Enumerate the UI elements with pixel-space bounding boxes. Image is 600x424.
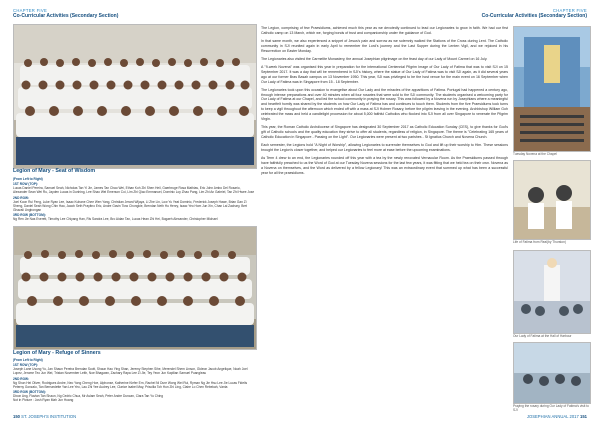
legion-seat-of-wisdom-names: [13, 176, 255, 222]
legion-seat-of-wisdom-title: Legion of Mary - Seat of Wisdom: [13, 168, 96, 174]
side-photo-fatima-2: [513, 250, 591, 334]
row3-names: Dixon Ang, Flavian Tan Shaun, Ng Cedric Chua, Mr Aslam Seah, Peter Andre Duncan, Clara Tan Yu Ching: [13, 394, 164, 399]
legion-refuge-of-sinners-title: Legion of Mary - Refuge of Sinners: [13, 350, 101, 356]
row2-names: Joel Koon Rui Feng, Luke Ryan Lee, Isaac Kuhane Chee Wen Yang, Christian Jerard Wijaya, Li Zhe Lin, Low Yu Yeat Dominic, Frederick Joseph Hawe, Brian Gan Zi Sheng, Daniel Seah Wong Chin Hao, Jacob Seth Prayitno Eric, Andre Gavin Tiow Chongkie, Brendan Neth Hu Henry, Isaac Yeo Hom Jun Xin, Chan Lai Zachary, Bret Ghazali Ungbongan: [13, 199, 248, 213]
side-photo-chapel: [513, 26, 591, 152]
from-left-note: (From Left to Right): [13, 177, 43, 181]
from-left-note: (From Left to Right): [13, 358, 43, 362]
row1-names: Joseph Lane Usong Yu, Jan Shaun Pereira Brendan Scott, Shaun Hao Ying Shan, Jeremy Stephen Sihe, Merendel Shem Linson, Gideon Jacob Angelique, Noah Joel Lopez, Jerome Teo Jun Wei, Tristan November Leith, Noe Bhagwan, Zachary Rapa Lee Zi Jie, Tey Yeon Jun Kapilian Samuel Puangleau: [13, 367, 248, 376]
paragraph-4: A "9-week Novena" was organised this year in preparation for the international Centennial Pilgrim Image of Our Lady of Fatima that was to visit SJI on 15 September 2017. It was a day that will be remembered in SJI's history, where the statue of Our Lady of Fatima was to visit SJI again, as it did several years ago at our former Bras Basah campus on 13 November 1950. This year, SJI was privileged to be the host venue for the main event on 16 September when Our Lady of Fatima was in Singapore from 15 - 18 September.: [261, 64, 508, 84]
side-caption-1: Tuesday Novena at the Chapel: [513, 152, 557, 156]
paragraph-6: This year, the Roman Catholic Archdiocese of Singapore has designated 30 September 2017 as Catholic Education Sunday (CES), to give thanks for God's gift of Catholic schools and the quality education they strive to offer all students, regardless of religion, in Singapore. The theme is "Celebrating 165 years of Catholic Education in Singapore - Passing on the Light". Our Legionaries were present at two parishes - St Ignatius Church and Novena Church.: [261, 125, 508, 139]
paragraph-7: Each semester, the Legions hold "A Night of Worship", allowing Legionaries to surrender themselves to God and lift up their worship to Him. These sessions brought the Legion's closer together, and helped our Legionaries to feel more at ease before the upcoming examinations.: [261, 142, 508, 152]
row2-label: 2ND ROW:: [13, 195, 30, 200]
side-caption-3: Our Lady of Fatima at the Hall of Harbour: [513, 334, 572, 338]
left-chapter-label: CHAPTER FIVE: [13, 8, 48, 13]
right-chapter-label: CHAPTER FIVE: [552, 8, 587, 13]
right-section-title: Co-Curricular Activities (Secondary Section): [481, 12, 587, 19]
right-page-number: 151: [580, 414, 587, 419]
row1-label: 1ST ROW (TOP):: [13, 182, 39, 187]
article-body: [261, 26, 508, 406]
row2-label: 2ND ROW:: [13, 376, 30, 381]
paragraph-3: The Legionaries also visited the Carmelite Monastery, the annual Josephian pilgrimage on the feast day of our Lady of Mount Carmel on 16 July.: [261, 56, 488, 61]
row3-label: 3RD ROW (BOTTOM):: [13, 213, 46, 218]
paragraph-2: In that same month, we also experienced a snippet of Jesus's pain and sorrow as we solemnly walked the Stations of the Cross during Lent. The Catholic community in SJI reunited again in early April to remember the Lord's journey and the Last Supper during the Lenten Vigil, and we rejoiced in his Resurrection on Easter Monday.: [261, 38, 508, 53]
group-photo-refuge-of-sinners: [13, 226, 257, 350]
right-page-header: [482, 9, 587, 20]
paragraph-1: The Legion, comprising of few Praesidiums, achieved much this year as we devotedly continued to lead our Legionaries to grow in faith. We had our first Catholic camp on 13 March, which we, forging bonds of trust and companionship under the guidance of God.: [261, 26, 508, 35]
side-photo-fatima-1: [513, 160, 591, 240]
paragraph-5: The Legionaries took upon this occasion to evangelise about Our Lady and the miracles of the apparitions of Fatima. Portugal had happened a century ago, through intense preparations and over 40 minutes when all four rosaries that were sold to the SJI community. The students organised a welcoming party for Our Lady of Fatima at our Chapel, and led the school community in praying the rosary. This was followed by a Novena run by Josephians where a meaningful and heartfelt homily was shared by the students on how Our Lady of Fatima has and continues to touch them. Students from the five Praesidiums took turns to keep a vigil throughout the afternoon which ended off with a mass at SJI Holmer Rosary, before the pilgrim leaving in the evening. Archbishop William Goh celebrated the mass and held a candlelight procession for about 5,000 faithful Catholics who flocked into SJI from all over Singapore to venerate the Pilgrim Virgin.: [261, 87, 508, 121]
side-photo-rosary: [513, 342, 591, 404]
legion-refuge-of-sinners-names: [13, 357, 255, 403]
row1-label: 1ST ROW (TOP):: [13, 363, 39, 368]
left-footer-text: ST. JOSEPH'S INSTITUTION: [21, 414, 77, 419]
row3-names: Ng Ren Jie Nas Everett, Timothy Lee Chiyang Han, Ris Sandra Lee, Bro Aidan Tan, Lucas Hean Zhi Hei, Bogaeh Alexander, Christopher Michael: [13, 217, 218, 222]
left-footer: [13, 414, 76, 419]
right-footer: [527, 414, 587, 419]
paragraph-8: As Term 4 drew to an end, the Legionaries rounded off this year with a tea by the newly renovated Vernacular Room. As the Praesidiums passed through have faithfully preached to us the Word of God at our Tuesday Novena sessions for the last few years, it was fitting that we held tea on their own. Novena as a Novena on themselves, and the Word as delivered by a fellow Legionary! This was an extraordinary event that summed up what has been a successful year for all the praesidiums.: [261, 155, 508, 175]
row2-names: Ng Shun Hei Oliver, Rodrigues Andre, Neo Yong Cheng Hoe, Alphonse, Katherine Kiefer Ern, Rachel Ni Dure Wong Wei Rui, Ryman Ng Jie Hsu Lee Jie Lucas Fidelis Peterny Gonzalo, Tan Bernardette Yan Lee Yeo, Lau Zhi Yee Audrey Lee, Clarice Isabel May, Priscilla Toh Hun Zhi Ling, Claire Lo Chen Rebekah, Vanta: [13, 380, 248, 389]
left-page-header: [13, 9, 118, 20]
side-caption-4: Praying the rosary during Our Lady of Fatima's visit to SJI: [513, 404, 589, 412]
row3-label: 3RD ROW (BOTTOM):: [13, 390, 46, 395]
left-section-title: Co-Curricular Activities (Secondary Section): [13, 12, 119, 19]
left-page-number: 150: [13, 414, 20, 419]
row1-names: Lucas Daniel Pereira, Samuel Seah, Nicholas Tan Yi Jie, James Tan Chao Wei, Ethan Koh Zhi Shen Heil, Gaerbruge Rosa Mathias, Eric John Ambo Del Rosario, Alexander Sean Wei Ru, Jayden Lucas in Dunhing, Lee Shao Wei Emerson Coi, Lim Zhi Qiao Emmanuel, Dominic Loy Zhao Pang, Lim Zhi An Gabriel, Tan Zhi Hwee Jose: [13, 186, 255, 195]
right-footer-text: JOSEPHIAN ANNUAL 2017: [526, 414, 579, 419]
group-photo-seat-of-wisdom: [13, 24, 257, 169]
side-caption-2: Life of Fatima from Real(by Thurston): [513, 240, 566, 244]
not-in-picture-note: Not in Picture : Josh Ryan Mah Jun Huang: [13, 398, 74, 403]
